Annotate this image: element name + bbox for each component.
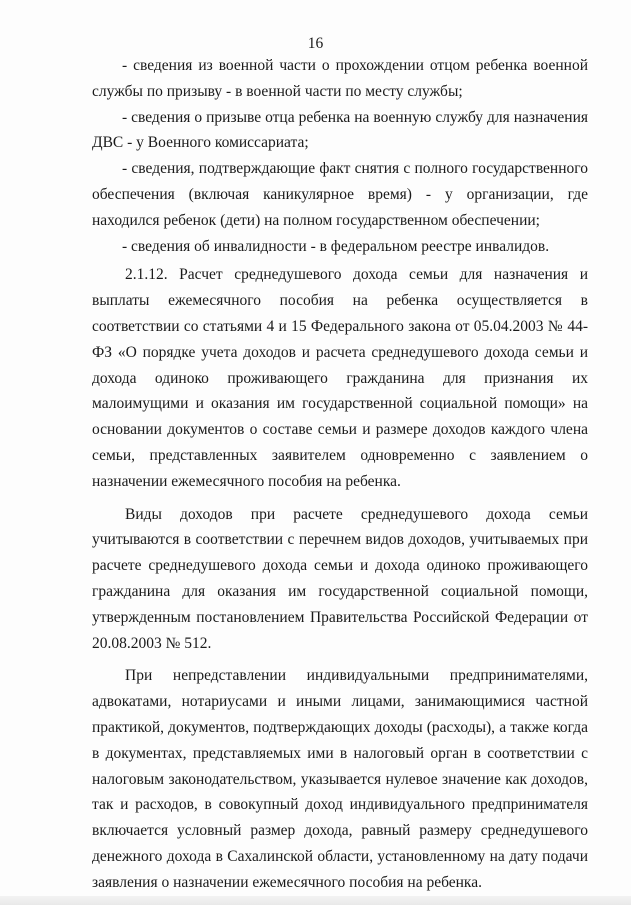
paragraph-income-types: Виды доходов при расчете среднедушевого дохода семьи учитываются в соответствии с перечнем видов доходов, учитываемых при расчете среднедушевого дохода семьи и дохода одиноко проживающего гражданина для оказания им государственной социальной помощи, утвержденным постановлением Правительства Российской Федерации от 20.08.2003 № 512.	[92, 505, 588, 652]
page-number: 16	[307, 35, 324, 52]
bullet-state-support: - сведения, подтверждающие факт снятия с полного государственного обеспечения (включая каникулярное время) - у организации, где находился ребенок (дети) на полном государственном обеспечении;	[92, 160, 588, 229]
bullet-disability: - сведения об инвалидности - в федеральном реестре инвалидов.	[122, 237, 550, 255]
paragraph-income-calculation: 2.1.12. Расчет среднедушевого дохода семьи для назначения и выплаты ежемесячного пособия на ребенка осуществляется в соответствии со статьями 4 и 15 Федерального закона от 05.04.2003 № 44-ФЗ «О порядке учета доходов и расчета среднедушевого дохода семьи и дохода одиноко проживающего гражданина для признания их малоимущими и оказания им государственной социальной помощи» на основании документов о составе семьи и размере доходов каждого члена семьи, представленных заявителем одновременно с заявлением о назначении ежемесячного пособия на ребенка.	[92, 266, 588, 490]
document-body	[92, 53, 588, 896]
paragraph-entrepreneurs: При непредставлении индивидуальными предпринимателями, адвокатами, нотариусами и иными лицами, занимающимися частной практикой, документов, подтверждающих доходы (расходы), а также когда в документах, представляемых ими в налоговый орган в соответствии с налоговым законодательством, указывается нулевое значение как доходов, так и расходов, в совокупный доход индивидуального предпринимателя включается условный размер дохода, равный размеру среднедушевого денежного дохода в Сахалинской области, установленному на дату подачи заявления о назначении ежемесячного пособия на ребенка.	[92, 667, 588, 891]
bullet-military-unit: - сведения из военной части о прохождении отцом ребенка военной службы по призыву - в военной части по месту службы;	[92, 57, 588, 100]
scan-bottom-edge	[0, 896, 631, 905]
bullet-conscription: - сведения о призыве отца ребенка на военную службу для назначения ДВС - у Военного комиссариата;	[92, 108, 588, 152]
